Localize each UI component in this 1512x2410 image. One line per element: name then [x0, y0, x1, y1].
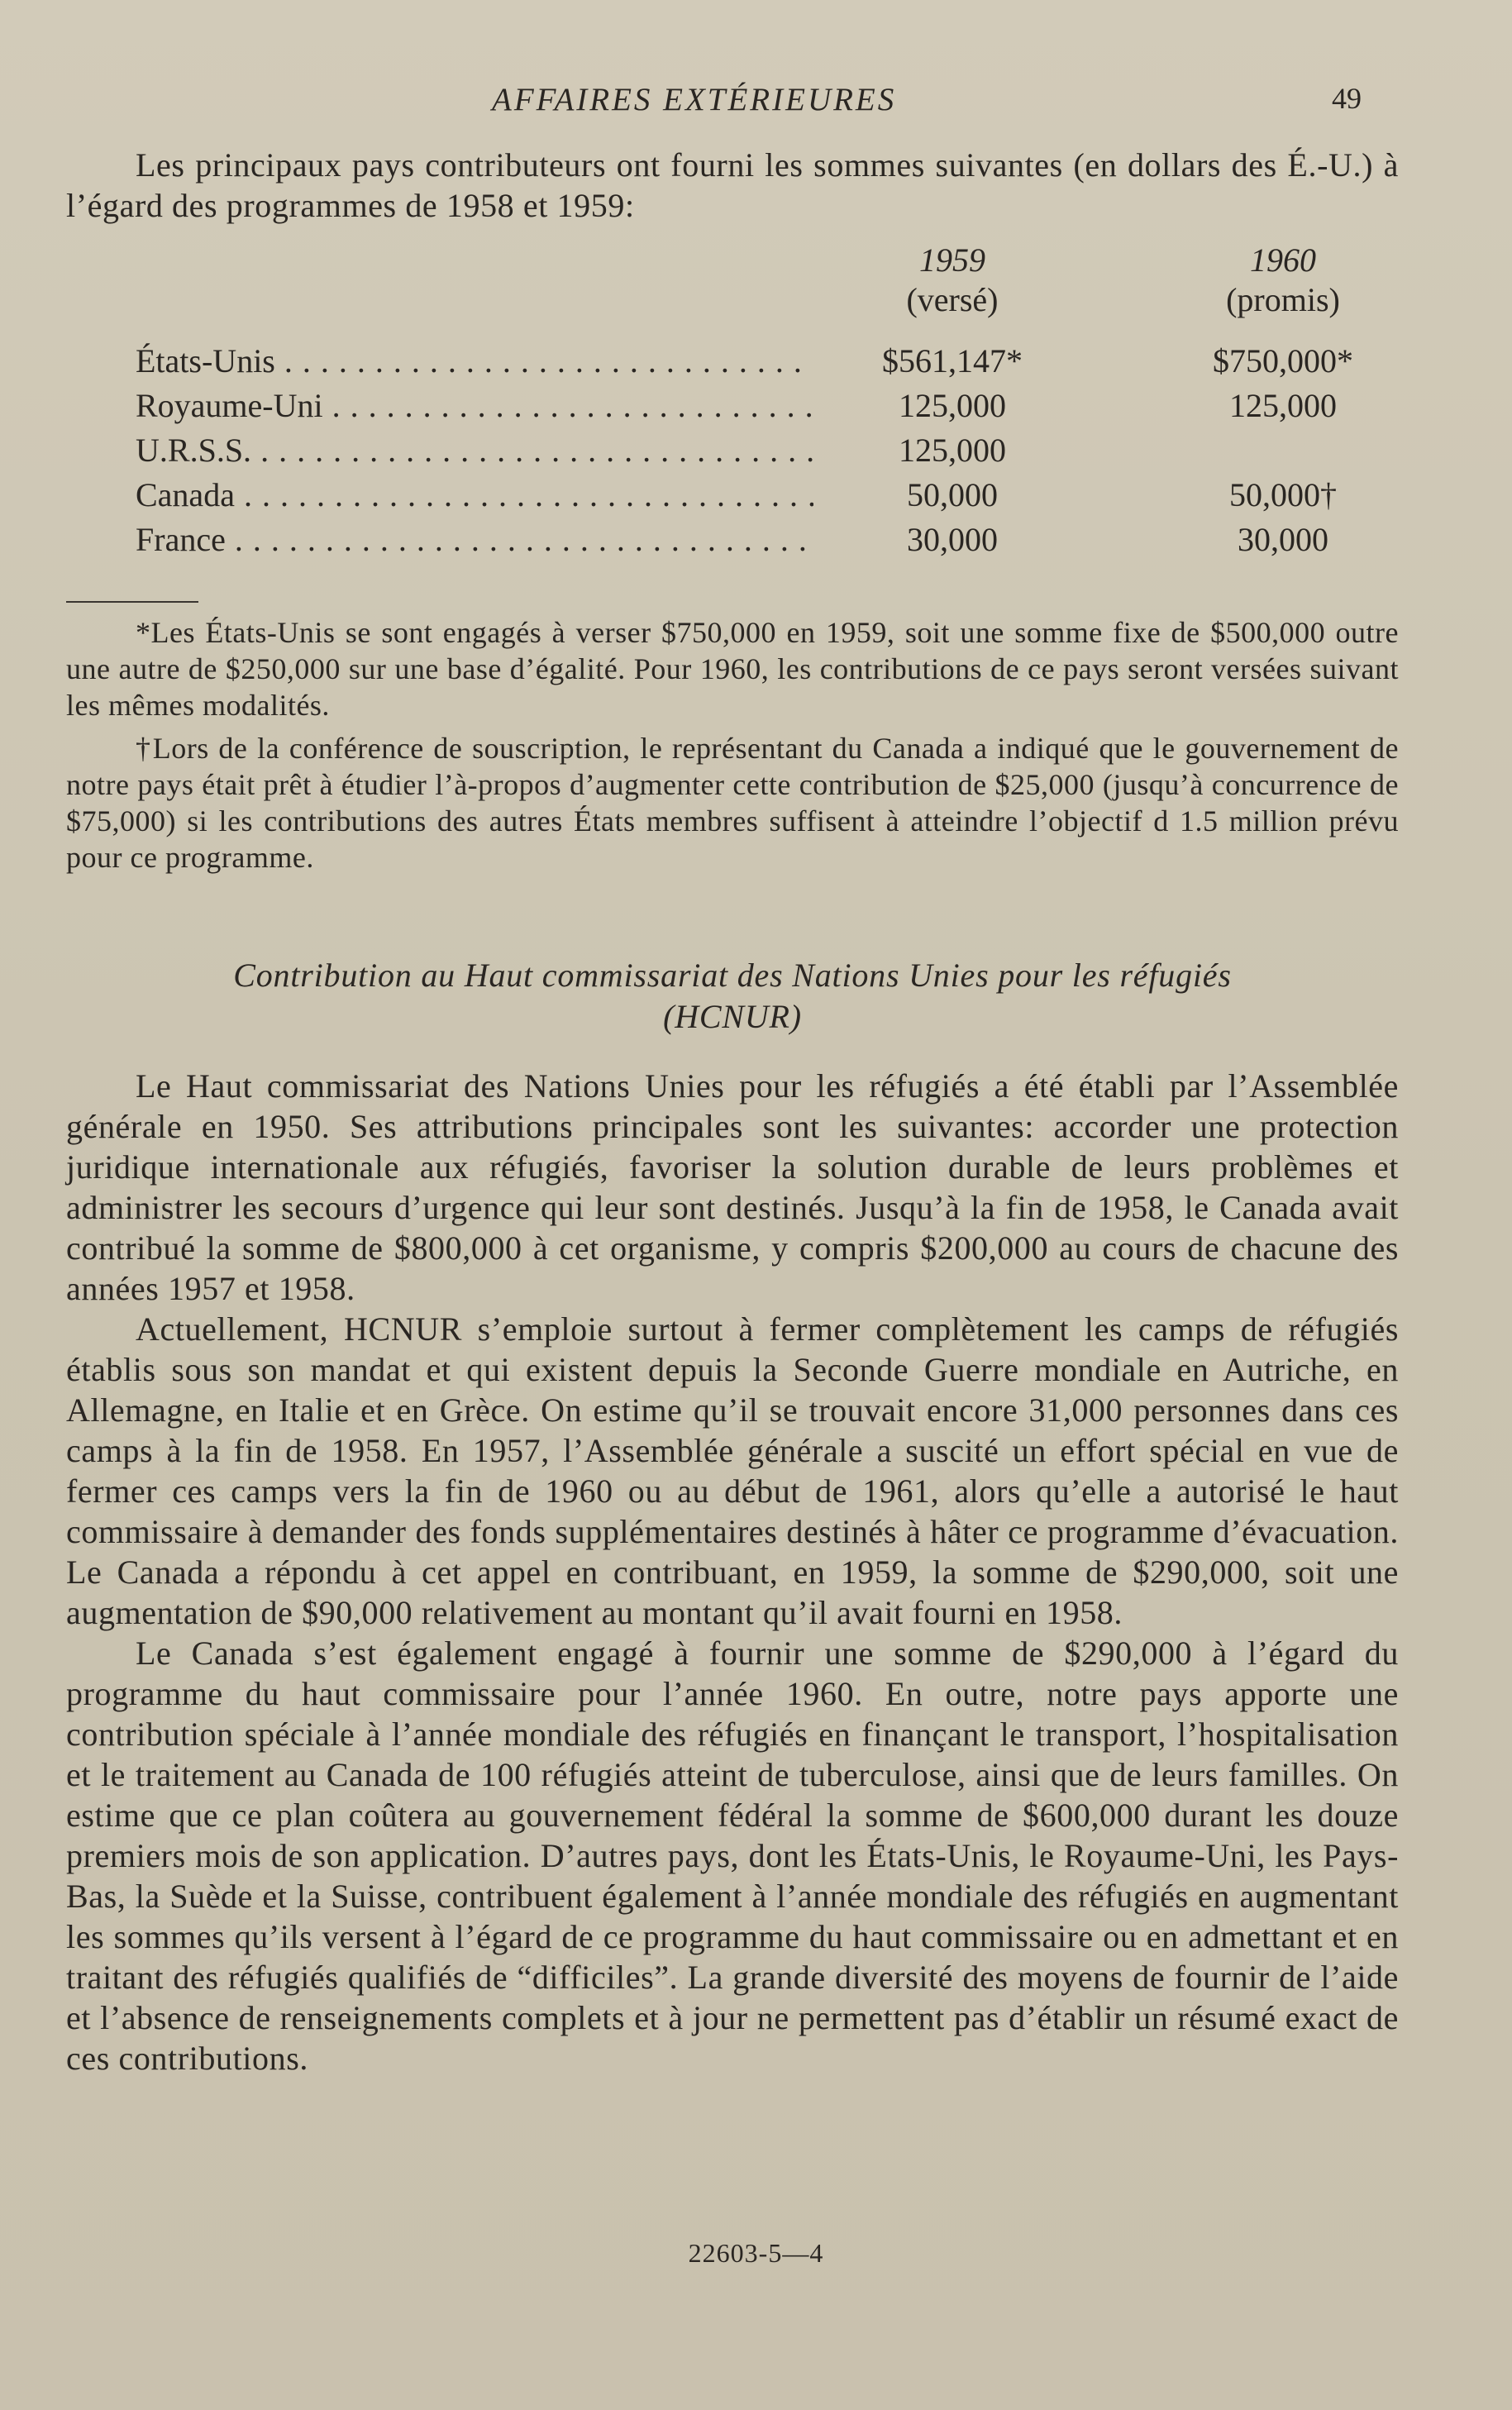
column-header-1959 [845, 241, 1060, 320]
column-year-1960: 1960 [1250, 241, 1316, 279]
row-country: États-Unis . . . [136, 341, 813, 380]
paragraph-2: Actuellement, HCNUR s’emploie surtout à fermer complètement les camps de réfugiés établis sous son mandat et qui existent depuis la Seconde Guerre mondiale en Autriche, en Allemagne, en Italie et en Grèce. On estime qu’il se trouvait encore 31,000 personnes dans ces camps à la fin de 1958. En 1957, l’Assemblée générale a suscité un effort spécial en vue de fermer ces camps vers la fin de 1960 ou au début de 1961, alors qu’elle a autorisé le haut commissaire à demander des fonds supplémentaires destinés à hâter ce programme d’évacuation. Le Canada a répondu à cet appel en contribuant, en 1959, la somme de $290,000, soit une augmentation de $90,000 relativement au montant qu’il avait fourni en 1958. [66, 1310, 1399, 1631]
section-title [66, 955, 1399, 1038]
row-value-1960: 50,000† [1229, 476, 1337, 513]
row-value-1959: 125,000 [899, 432, 1006, 469]
page-number: 49 [1332, 82, 1362, 115]
row-country: Royaume-Uni . . . [136, 386, 813, 425]
paragraph-1: Le Haut commissariat des Nations Unies pour les réfugiés a été établi par l’Assemblée générale en 1950. Ses attributions principales sont les suivantes: accorder une protection juridique internationale aux réfugiés, favoriser la solution durable de leurs problèmes et administrer les secours d’urgence qui leur sont destinés. Jusqu’à la fin de 1958, le Canada avait contribué la somme de $800,000 à cet organisme, y compris $200,000 au cours de chacune des années 1957 et 1958. [66, 1067, 1399, 1307]
column-note-1960: (promis) [1226, 281, 1340, 318]
column-header-1960 [1176, 241, 1390, 320]
row-value-1960: $750,000* [1213, 342, 1353, 379]
page-content [66, 145, 1399, 2078]
row-value-1959: 125,000 [899, 387, 1006, 424]
row-value-1959: 50,000 [907, 476, 998, 513]
footnote-rule [66, 601, 198, 603]
footnote-block [66, 601, 1399, 876]
table-row [136, 520, 1399, 563]
section-title-line1: Contribution au Haut commissariat des Nations Unies pour les réfugiés [233, 957, 1232, 994]
footnote-dagger: †Lors de la conférence de souscription, le représentant du Canada a indiqué que le gouvernement de notre pays était prêt à étudier l’à-propos d’augmenter cette contribution de $25,000 (jusqu’à concurrence de $75,000) si les contributions des autres États membres suffisent à atteindre l’objectif d 1.5 million prévu pour ce programme. [66, 732, 1399, 874]
table-row [136, 386, 1399, 429]
paragraph-3: Le Canada s’est également engagé à fournir une somme de $290,000 à l’égard du programme du haut commissaire pour l’année 1960. En outre, notre pays apporte une contribution spéciale à l’année mondiale des réfugiés en finançant le transport, l’hospitalisation et le traitement au Canada de 100 réfugiés atteint de tuberculose, ainsi que de leurs familles. On estime que ce plan coûtera au gouvernement fédéral la somme de $600,000 durant les douze premiers mois de son application. D’autres pays, dont les États-Unis, le Royaume-Uni, les Pays-Bas, la Suède et la Suisse, contribuent également à l’année mondiale des réfugiés en augmentant les sommes qu’ils versent à l’égard de ce programme du haut commissaire ou en admettant et en traitant des réfugiés qualifiés de “difficiles”. La grande diversité des moyens de fournir de l’aide et l’absence de renseignements complets et à jour ne permettent pas d’établir un résumé exact de ces contributions. [66, 1635, 1399, 2077]
running-head: AFFAIRES EXTÉRIEURES [492, 82, 897, 117]
row-value-1959: 30,000 [907, 521, 998, 558]
row-country: France . . . [136, 520, 813, 559]
row-country: Canada . . . [136, 475, 813, 514]
column-year-1959: 1959 [919, 241, 985, 279]
intro-paragraph: Les principaux pays contributeurs ont fourni les sommes suivantes (en dollars des É.-U.) à l’égard des programmes de 1958 et 1959: [66, 146, 1399, 224]
row-value-1960: 125,000 [1229, 387, 1337, 424]
page-header [0, 81, 1512, 131]
table-row [136, 475, 1399, 518]
table-row [136, 431, 1399, 474]
footnote-asterisk: *Les États-Unis se sont engagés à verser $750,000 en 1959, soit une somme fixe de $500,000 outre une autre de $250,000 sur une base d’égalité. Pour 1960, les contributions de ce pays seront versées suivant les mêmes modalités. [66, 616, 1399, 722]
section-title-line2: (HCNUR) [663, 998, 802, 1035]
row-value-1960: 30,000 [1238, 521, 1328, 558]
row-value-1959: $561,147* [882, 342, 1023, 379]
printer-signature: 22603-5—4 [688, 2238, 824, 2268]
contributions-table [66, 241, 1399, 874]
table-row [136, 341, 1399, 384]
row-country: U.R.S.S. . . . [136, 431, 813, 470]
column-note-1959: (versé) [906, 281, 999, 318]
